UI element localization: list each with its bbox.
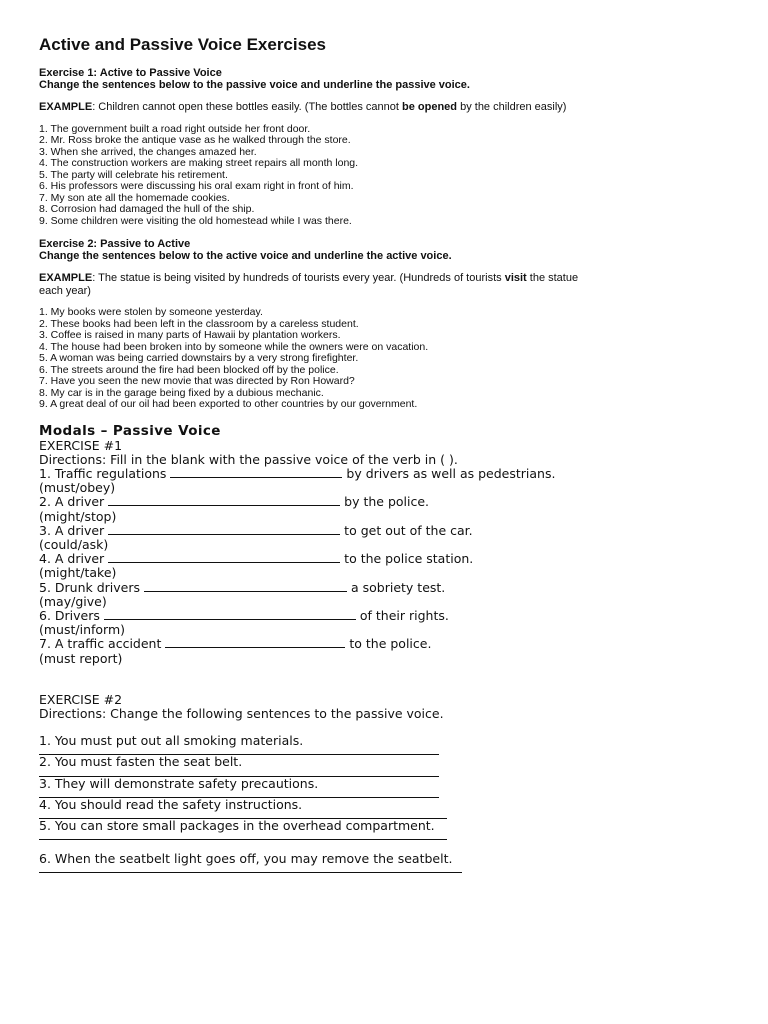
list-item: 9. Some children were visiting the old homestead while I was there.: [39, 214, 352, 227]
answer-line[interactable]: [39, 872, 462, 873]
fill-blank-prefix: 2. A driver: [39, 494, 105, 510]
list-item: 6. The streets around the fire had been blocked off by the police.: [39, 363, 339, 376]
fill-blank-suffix: by the police.: [344, 494, 430, 510]
list-item: 2. These books had been left in the classroom by a careless student.: [39, 317, 359, 330]
list-item: 3. When she arrived, the changes amazed her.: [39, 145, 257, 158]
verb-hint: (may/give): [39, 593, 107, 609]
exercise-1-example: [39, 101, 579, 114]
list-item: 1. My books were stolen by someone yesterday.: [39, 306, 263, 318]
rewrite-prompt: 6. When the seatbelt light goes off, you may remove the seatbelt.: [39, 851, 453, 867]
verb-hint: (might/take): [39, 565, 117, 581]
list-item: 7. My son ate all the homemade cookies.: [39, 191, 230, 204]
modals-directions: Directions: Fill in the blank with the passive voice of the verb in ( ).: [39, 451, 458, 467]
verb-hint: (must/inform): [39, 622, 126, 638]
example-label: EXAMPLE: [39, 101, 93, 113]
fill-blank-suffix: by drivers as well as pedestrians.: [346, 465, 556, 481]
fill-blank-row: [39, 637, 739, 651]
example-answer: visit: [504, 272, 527, 284]
rewrite-prompt: 5. You can store small packages in the overhead compartment.: [39, 817, 435, 833]
list-item: 5. The party will celebrate his retirement.: [39, 168, 228, 181]
example-text-pre: : Children cannot open these bottles easily. (The bottles cannot: [92, 101, 403, 113]
modals-section: [39, 423, 739, 666]
list-item: 8. My car is in the garage being fixed by a dubious mechanic.: [39, 386, 324, 399]
fill-blank-prefix: 6. Drivers: [39, 607, 100, 623]
list-item: 6. His professors were discussing his oral exam right in front of him.: [39, 180, 354, 192]
list-item: 5. A woman was being carried downstairs by a very strong firefighter.: [39, 352, 359, 364]
modals-exercise-label: EXERCISE #1: [39, 437, 123, 453]
fill-blank-suffix: to the police.: [349, 636, 432, 652]
answer-blank[interactable]: [108, 495, 340, 506]
exercise-1-instruction: Change the sentences below to the passive voice and underline the passive voice.: [39, 79, 470, 91]
fill-blank-suffix: to get out of the car.: [344, 522, 473, 538]
fill-blank-row: [39, 495, 739, 509]
exercise-b-directions: Directions: Change the following sentences to the passive voice.: [39, 705, 444, 721]
list-item: 8. Corrosion had damaged the hull of the ship.: [39, 203, 255, 215]
exercise-2-example: [39, 272, 579, 297]
verb-hint: (might/stop): [39, 508, 117, 524]
exercise-2-list: [39, 307, 739, 411]
fill-blank-row: [39, 581, 739, 595]
list-item: 7. Have you seen the new movie that was directed by Ron Howard?: [39, 375, 355, 387]
verb-hint: (must report): [39, 650, 123, 666]
exercise-b-label: EXERCISE #2: [39, 691, 123, 707]
fill-blank-row: [39, 552, 739, 566]
rewrite-prompt: 4. You should read the safety instructions.: [39, 796, 303, 812]
list-item: 4. The house had been broken into by someone while the owners were on vacation.: [39, 340, 429, 353]
list-item: 2. Mr. Ross broke the antique vase as he walked through the store.: [39, 134, 351, 146]
verb-hint: (could/ask): [39, 536, 109, 552]
fill-blank-row: [39, 524, 739, 538]
rewrite-prompt: 1. You must put out all smoking materials.: [39, 733, 304, 749]
answer-blank[interactable]: [144, 581, 347, 592]
example-label: EXAMPLE: [39, 272, 93, 284]
modals-title: Modals – Passive Voice: [39, 422, 221, 439]
fill-blank-row: [39, 467, 739, 481]
exercise-1-list: [39, 124, 739, 228]
fill-blank-prefix: 1. Traffic regulations: [39, 465, 167, 481]
fill-blank-suffix: a sobriety test.: [350, 579, 446, 595]
example-answer: be opened: [402, 101, 458, 113]
fill-blank-prefix: 4. A driver: [39, 551, 105, 567]
exercise-1-heading: Exercise 1: Active to Passive Voice: [39, 67, 222, 79]
list-item: 4. The construction workers are making street repairs all month long.: [39, 157, 359, 169]
answer-blank[interactable]: [104, 609, 356, 620]
page-title: Active and Passive Voice Exercises: [39, 35, 326, 54]
fill-blank-prefix: 7. A traffic accident: [39, 636, 162, 652]
list-item: 9. A great deal of our oil had been exported to other countries by our government.: [39, 398, 418, 410]
fill-blank-suffix: to the police station.: [344, 551, 474, 567]
rewrite-prompt: 2. You must fasten the seat belt.: [39, 754, 243, 770]
passive-rewrite-section: [39, 693, 739, 874]
example-text-pre: : The statue is being visited by hundreds of tourists every year. (Hundreds of tourists: [92, 272, 505, 284]
example-text-post: by the children easily): [457, 101, 567, 113]
answer-blank[interactable]: [108, 552, 340, 563]
exercise-2-instruction: Change the sentences below to the active voice and underline the active voice.: [39, 250, 452, 262]
verb-hint: (must/obey): [39, 480, 116, 496]
fill-blank-row: [39, 609, 739, 623]
answer-blank[interactable]: [170, 467, 342, 478]
fill-blank-prefix: 5. Drunk drivers: [39, 579, 141, 595]
answer-blank[interactable]: [108, 524, 340, 535]
answer-blank[interactable]: [165, 637, 345, 648]
exercise-2-heading: Exercise 2: Passive to Active: [39, 238, 191, 250]
list-item: 3. Coffee is raised in many parts of Hawaii by plantation workers.: [39, 329, 341, 341]
fill-blank-suffix: of their rights.: [359, 607, 449, 623]
worksheet-page: [39, 34, 739, 873]
list-item: 1. The government built a road right outside her front door.: [39, 122, 311, 135]
exercise-1-section: [39, 67, 739, 227]
example-text-post: the statue each year): [39, 272, 579, 297]
exercise-2-section: [39, 238, 739, 411]
rewrite-prompt: 3. They will demonstrate safety precautions.: [39, 775, 319, 791]
fill-blank-prefix: 3. A driver: [39, 522, 105, 538]
